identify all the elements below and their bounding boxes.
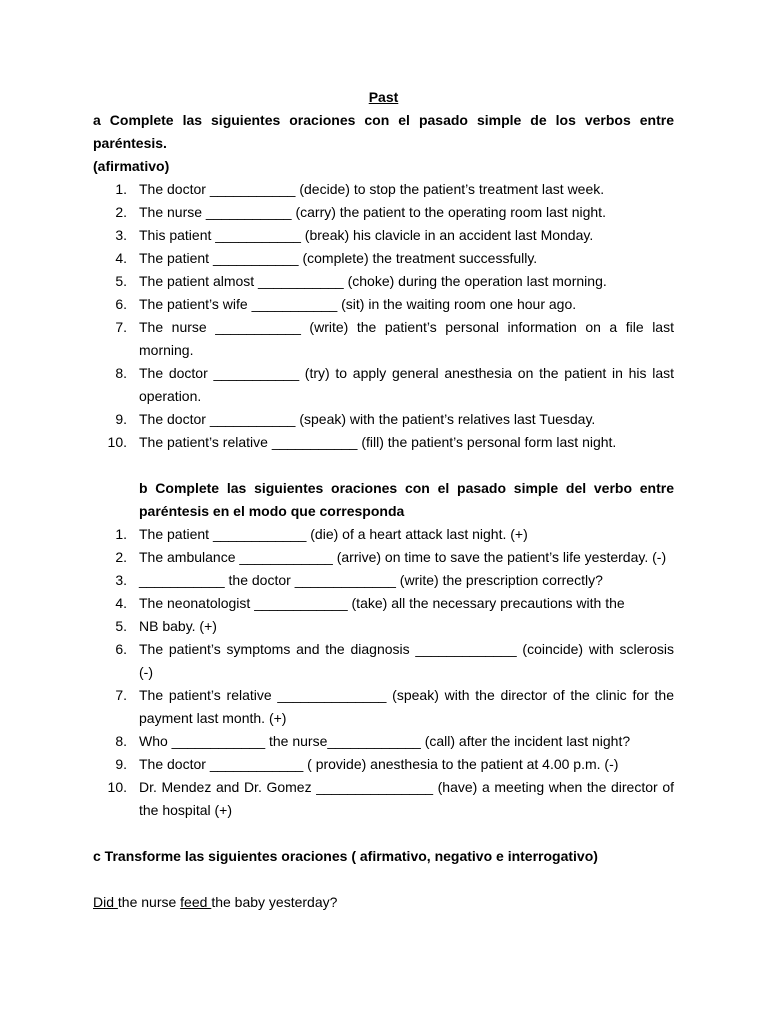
- list-item: [93, 569, 674, 592]
- item-text: The patient almost ___________ (choke) during the operation last morning.: [139, 273, 607, 289]
- item-number: 4.: [115, 595, 127, 611]
- item-text: NB baby. (+): [139, 618, 217, 634]
- list-item: [93, 638, 674, 684]
- item-text: The neonatologist ____________ (take) all the necessary precautions with the: [139, 595, 625, 611]
- item-number: 9.: [115, 411, 127, 427]
- item-number: 6.: [115, 641, 127, 657]
- section-b-list: [93, 523, 674, 822]
- underlined-word: feed: [180, 894, 212, 910]
- item-text: ___________ the doctor _____________ (write) the prescription correctly?: [139, 572, 603, 588]
- item-number: 6.: [115, 296, 127, 312]
- list-item: [93, 224, 674, 247]
- item-text: The patient’s relative ___________ (fill) the patient’s personal form last night.: [139, 434, 617, 450]
- item-text: The patient ____________ (die) of a heart attack last night. (+): [139, 526, 528, 542]
- item-number: 9.: [115, 756, 127, 772]
- section-c-example: [93, 891, 674, 914]
- section-a-mode: (afirmativo): [93, 158, 170, 174]
- example-text: the baby yesterday?: [211, 894, 338, 910]
- list-item: [93, 316, 674, 362]
- item-text: The nurse ___________ (carry) the patient to the operating room last night.: [139, 204, 606, 220]
- item-number: 1.: [115, 526, 127, 542]
- item-text: This patient ___________ (break) his clavicle in an accident last Monday.: [139, 227, 594, 243]
- section-a-heading: a Complete las siguientes oraciones con el pasado simple de los verbos entre paréntesis.: [93, 112, 674, 151]
- item-text: Dr. Mendez and Dr. Gomez _______________ (have) a meeting when the director of the hospital (+): [139, 779, 674, 818]
- item-number: 5.: [115, 273, 127, 289]
- list-item: [93, 615, 674, 638]
- item-number: 3.: [115, 572, 127, 588]
- item-number: 10.: [107, 779, 127, 795]
- list-item: [93, 362, 674, 408]
- item-number: 7.: [115, 687, 127, 703]
- list-item: [93, 201, 674, 224]
- list-item: [93, 270, 674, 293]
- section-a-list: [93, 178, 674, 454]
- item-text: The patient’s relative ______________ (speak) with the director of the clinic for the payment last month. (+): [139, 687, 674, 726]
- item-text: The patient’s symptoms and the diagnosis _____________ (coincide) with sclerosis (-): [139, 641, 674, 680]
- list-item: [93, 523, 674, 546]
- list-item: [93, 408, 674, 431]
- item-text: The patient’s wife ___________ (sit) in the waiting room one hour ago.: [139, 296, 577, 312]
- section-b-heading: b Complete las siguientes oraciones con el pasado simple del verbo entre paréntesis en el modo que corresponda: [139, 480, 674, 519]
- item-number: 8.: [115, 733, 127, 749]
- item-text: The doctor ___________ (try) to apply general anesthesia on the patient in his last operation.: [139, 365, 674, 404]
- spacer: [93, 454, 674, 477]
- list-item: [93, 776, 674, 822]
- item-number: 1.: [115, 181, 127, 197]
- example-text: the nurse: [117, 894, 181, 910]
- item-number: 4.: [115, 250, 127, 266]
- item-number: 2.: [115, 549, 127, 565]
- section-c-heading: c Transforme las siguientes oraciones ( afirmativo, negativo e interrogativo): [93, 848, 598, 864]
- item-number: 3.: [115, 227, 127, 243]
- item-text: The ambulance ____________ (arrive) on time to save the patient’s life yesterday. (-): [139, 549, 667, 565]
- item-text: The doctor ____________ ( provide) anesthesia to the patient at 4.00 p.m. (-): [139, 756, 619, 772]
- list-item: [93, 546, 674, 569]
- item-number: 5.: [115, 618, 127, 634]
- item-number: 2.: [115, 204, 127, 220]
- list-item: [93, 431, 674, 454]
- list-item: [93, 753, 674, 776]
- item-text: The doctor ___________ (speak) with the patient’s relatives last Tuesday.: [139, 411, 596, 427]
- list-item: [93, 730, 674, 753]
- item-text: The patient ___________ (complete) the treatment successfully.: [139, 250, 538, 266]
- item-text: Who ____________ the nurse____________ (call) after the incident last night?: [139, 733, 631, 749]
- list-item: [93, 684, 674, 730]
- item-number: 7.: [115, 319, 127, 335]
- item-number: 10.: [107, 434, 127, 450]
- item-text: The nurse ___________ (write) the patient’s personal information on a file last morning.: [139, 319, 674, 358]
- spacer: [93, 822, 674, 845]
- item-text: The doctor ___________ (decide) to stop the patient’s treatment last week.: [139, 181, 605, 197]
- list-item: [93, 247, 674, 270]
- underlined-word: Did: [93, 894, 118, 910]
- item-number: 8.: [115, 365, 127, 381]
- list-item: [93, 293, 674, 316]
- list-item: [93, 592, 674, 615]
- spacer: [93, 868, 674, 891]
- worksheet: [93, 86, 674, 914]
- page-title: Past: [368, 89, 399, 105]
- list-item: [93, 178, 674, 201]
